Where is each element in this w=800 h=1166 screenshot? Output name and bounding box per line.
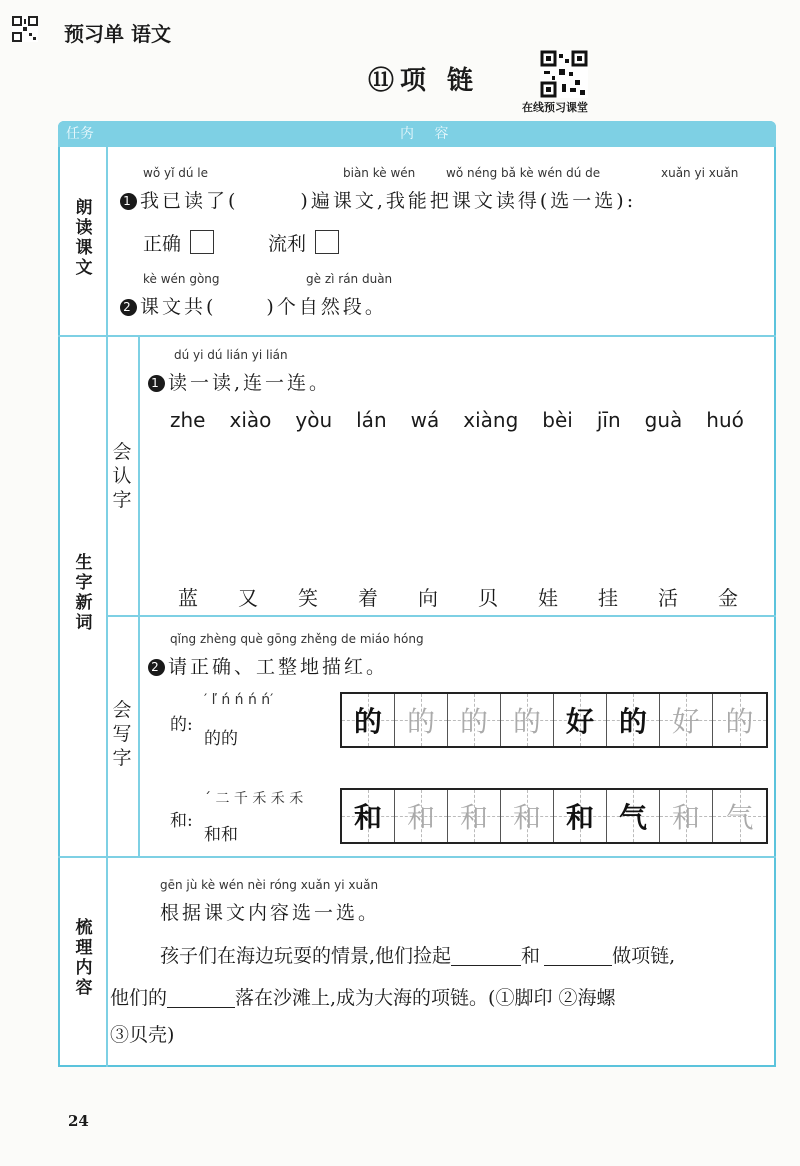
question-text: 课文共( [140, 296, 217, 318]
pinyin: biàn kè wén [343, 166, 416, 180]
pinyin: kè wén gòng [143, 272, 220, 286]
pinyin-item[interactable]: xiào [229, 408, 272, 432]
pinyin-item[interactable]: zhe [170, 408, 206, 432]
question-text: 读一读,连一连。 [168, 372, 332, 394]
question-number: 1 [120, 193, 137, 210]
answer-blank[interactable] [544, 943, 612, 966]
stroke-order-he-words: 和和 [204, 825, 238, 845]
label-reading: 朗读课文 [75, 198, 93, 278]
char-item[interactable]: 活 [658, 586, 678, 610]
question-1 [120, 186, 636, 213]
qr-caption: 在线预习课堂 [522, 101, 588, 114]
pinyin-item[interactable]: yòu [295, 408, 333, 432]
summary-line-1 [160, 941, 675, 968]
row-divider [58, 145, 776, 147]
char-item[interactable]: 笑 [298, 586, 318, 610]
pinyin: xuǎn yi xuǎn [661, 166, 739, 180]
pinyin-item[interactable]: jīn [596, 408, 621, 432]
question-text: )个自然段。 [266, 296, 387, 318]
label-summary: 梳理内容 [75, 918, 93, 998]
page-number: 24 [68, 1112, 89, 1130]
question-3 [148, 368, 331, 395]
tracing-cell[interactable]: 的 [713, 694, 766, 746]
option-correct-label: 正确 [143, 233, 182, 255]
column-divider [138, 335, 140, 856]
header-task: 任务 [66, 126, 94, 142]
summary-instruction: 根据课文内容选一选。 [160, 902, 381, 924]
tracing-grid-de [340, 692, 768, 748]
tracing-cell[interactable]: 的 [448, 694, 501, 746]
doc-header: 预习单 语文 [64, 22, 171, 46]
char-item[interactable]: 又 [238, 586, 258, 610]
tracing-cell[interactable]: 好 [660, 694, 713, 746]
checkbox-fluent[interactable] [315, 230, 339, 254]
tracing-cell[interactable]: 和 [342, 790, 395, 842]
option-fluent-label: 流利 [268, 233, 307, 255]
tracing-cell[interactable]: 的 [607, 694, 660, 746]
tracing-cell[interactable]: 和 [501, 790, 554, 842]
label-recognize: 会认字 [112, 441, 132, 511]
question-text: 我已读了( [140, 190, 239, 212]
tracing-grid-he [340, 788, 768, 844]
stroke-order-he: ˊ 二 千 禾 禾 禾 [204, 791, 304, 807]
char-item[interactable]: 着 [358, 586, 378, 610]
tracing-cell[interactable]: 和 [660, 790, 713, 842]
question-2 [120, 292, 387, 319]
row-divider [106, 615, 776, 617]
label-write: 会写字 [112, 699, 132, 769]
pinyin: gēn jù kè wén nèi róng xuǎn yi xuǎn [160, 878, 379, 892]
qr-code-icon[interactable] [540, 50, 588, 98]
pinyin-item[interactable]: xiàng [463, 408, 519, 432]
question-number: 2 [148, 659, 165, 676]
stroke-order-de: ′ ľ ń ń ń ń′ [204, 692, 274, 708]
tracing-cell[interactable]: 气 [607, 790, 660, 842]
char-item[interactable]: 蓝 [178, 586, 198, 610]
pinyin-item[interactable]: huó [706, 408, 744, 432]
tracing-cell[interactable]: 和 [448, 790, 501, 842]
char-item[interactable]: 娃 [538, 586, 558, 610]
header-content: 内 容 [400, 126, 457, 142]
stroke-order-de-words: 的的 [204, 729, 238, 749]
row-divider [58, 335, 776, 337]
summary-line-3: ③贝壳) [110, 1024, 175, 1046]
pinyin-item[interactable]: wá [410, 408, 440, 432]
pinyin: qǐng zhèng què gōng zhěng de miáo hóng [170, 632, 424, 646]
pinyin: wǒ yǐ dú le [143, 166, 208, 180]
pinyin: dú yi dú lián yi lián [174, 348, 288, 362]
char-label-he: 和: [170, 811, 193, 831]
tracing-cell[interactable]: 的 [395, 694, 448, 746]
tracing-cell[interactable]: 好 [554, 694, 607, 746]
answer-blank[interactable] [451, 943, 521, 966]
summary-line-2 [110, 983, 616, 1010]
char-item[interactable]: 挂 [598, 586, 618, 610]
summary-text: 他们的 [110, 987, 168, 1009]
pinyin: gè zì rán duàn [306, 272, 393, 286]
tracing-cell[interactable]: 的 [342, 694, 395, 746]
lesson-title: ⑪项 链 [368, 66, 480, 96]
question-text: )遍课文,我能把课文读得(选一选): [300, 190, 637, 212]
char-match-row [178, 582, 738, 611]
summary-text: 和 [521, 945, 541, 967]
pinyin-match-row [170, 408, 744, 432]
pinyin: wǒ néng bǎ kè wén dú de [446, 166, 601, 180]
summary-text: 落在沙滩上,成为大海的项链。(①脚印 ②海螺 [235, 987, 616, 1009]
tracing-cell[interactable]: 和 [554, 790, 607, 842]
char-item[interactable]: 金 [718, 586, 738, 610]
char-item[interactable]: 贝 [478, 586, 498, 610]
qr-code-icon [12, 16, 38, 42]
question-number: 2 [120, 299, 137, 316]
label-new-words: 生字新词 [75, 553, 93, 633]
column-divider [106, 121, 108, 1067]
tracing-cell[interactable]: 的 [501, 694, 554, 746]
pinyin-item[interactable]: guà [644, 408, 683, 432]
char-item[interactable]: 向 [418, 586, 438, 610]
question-4 [148, 652, 388, 679]
checkbox-correct[interactable] [190, 230, 214, 254]
answer-blank[interactable] [167, 985, 235, 1008]
summary-text: 孩子们在海边玩耍的情景,他们捡起 [160, 945, 452, 967]
summary-text: 做项链, [612, 945, 676, 967]
char-label-de: 的: [170, 715, 193, 735]
question-text: 请正确、工整地描红。 [168, 656, 389, 678]
pinyin-item[interactable]: lán [356, 408, 387, 432]
question-number: 1 [148, 375, 165, 392]
tracing-cell[interactable]: 气 [713, 790, 766, 842]
row-divider [58, 856, 776, 858]
pinyin-item[interactable]: bèi [542, 408, 573, 432]
tracing-cell[interactable]: 和 [395, 790, 448, 842]
